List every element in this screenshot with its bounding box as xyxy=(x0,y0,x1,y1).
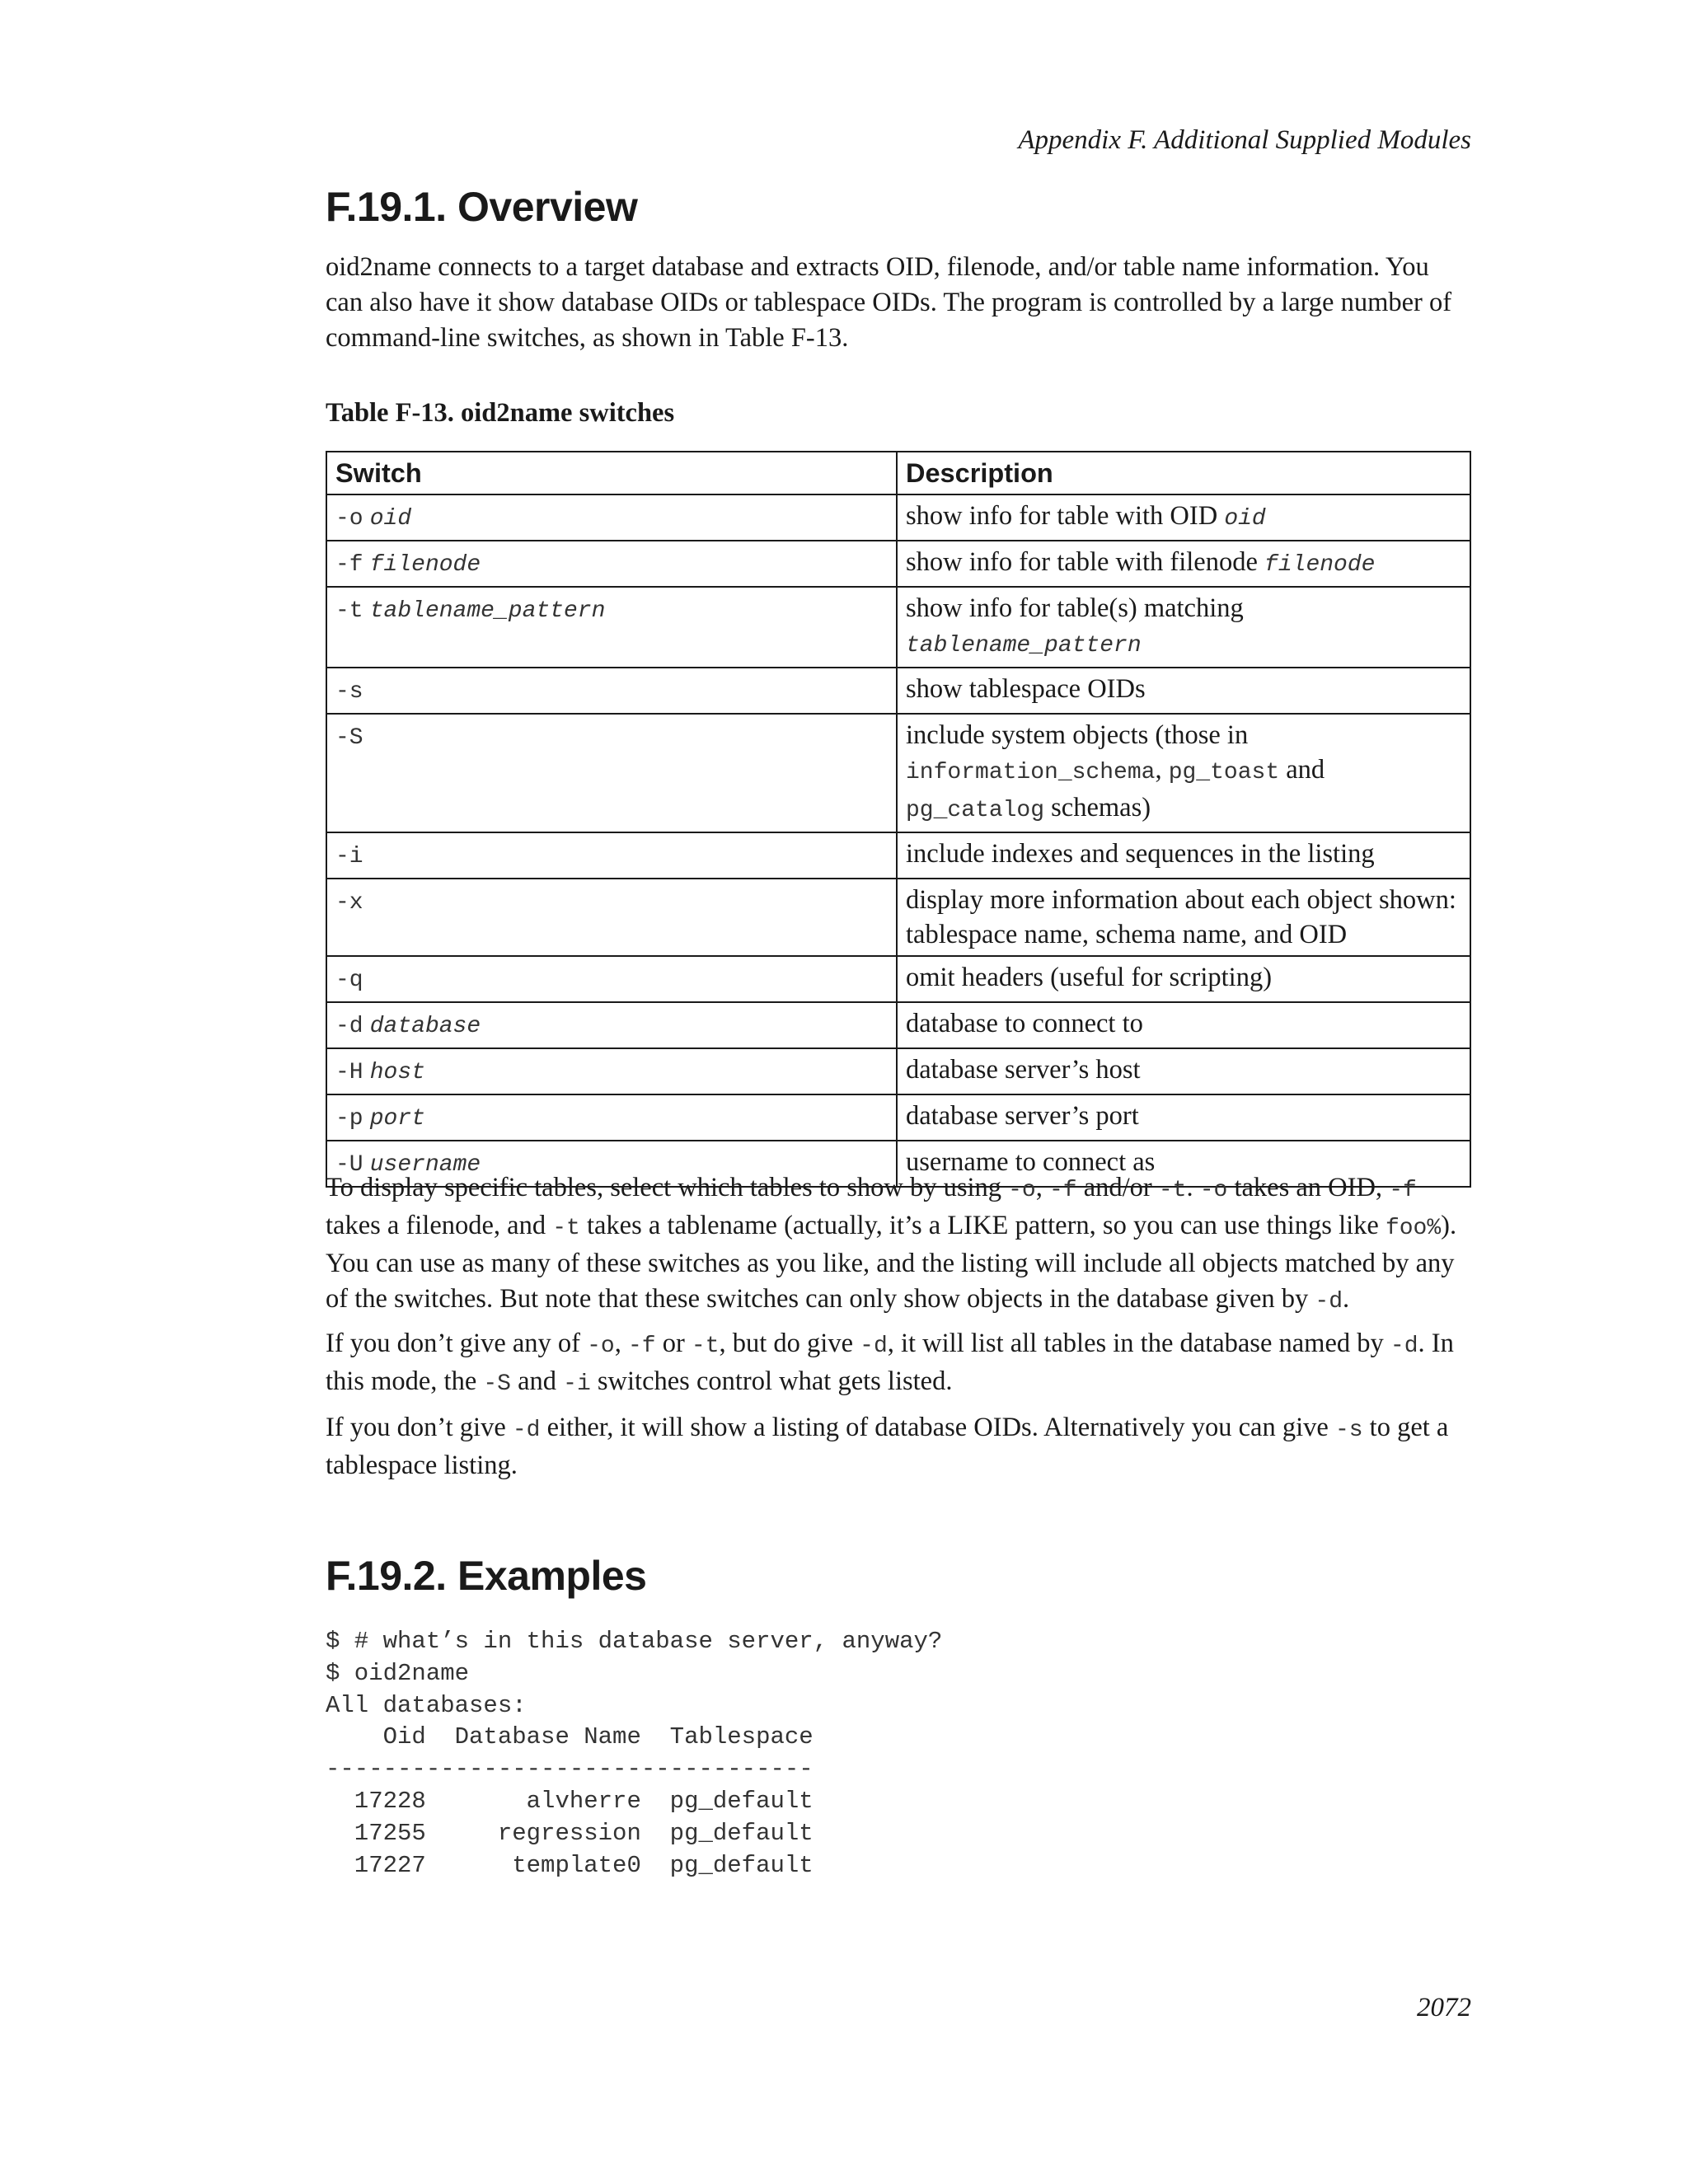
switch-flag: -p xyxy=(335,1106,363,1132)
switch-arg: host xyxy=(369,1060,425,1085)
switch-flag: -o xyxy=(335,506,363,532)
switch-flag: -x xyxy=(335,890,363,916)
overview-paragraph: oid2name connects to a target database and extracts OID, filenode, and/or table name information. You can also have it show database OIDs or tablespace OIDs. The program is controlled by a large number of command-line switches, as shown in Table F-13. xyxy=(326,252,1452,353)
switch-arg: username xyxy=(369,1152,481,1178)
header-description: Description xyxy=(897,452,1470,494)
switch-description: display more information about each object shown: tablespace name, schema name, and OID xyxy=(906,885,1456,949)
table-row xyxy=(326,879,1470,956)
schema-name: information_schema xyxy=(906,760,1156,785)
table-row xyxy=(326,494,1470,541)
switch-flag: -s xyxy=(335,679,363,705)
table-row xyxy=(326,956,1470,1002)
switch-flag: -f xyxy=(335,552,363,578)
description-arg: filenode xyxy=(1264,552,1376,578)
description-arg: oid xyxy=(1224,506,1266,532)
switch-description: username to connect as xyxy=(906,1147,1156,1177)
switch-flag: -d xyxy=(335,1014,363,1039)
schema-name: pg_catalog xyxy=(906,798,1045,823)
description-text: schemas) xyxy=(1044,793,1151,823)
section-heading-examples: F.19.2. Examples xyxy=(326,1553,647,1599)
table-header-row xyxy=(326,452,1470,494)
schema-name: pg_toast xyxy=(1168,760,1280,785)
running-head: Appendix F. Additional Supplied Modules xyxy=(1018,125,1471,155)
table-row xyxy=(326,541,1470,587)
switch-arg: port xyxy=(369,1106,425,1132)
switch-flag: -q xyxy=(335,968,363,993)
switch-arg: database xyxy=(369,1014,481,1039)
table-row xyxy=(326,1094,1470,1141)
table-row xyxy=(326,714,1470,832)
switch-arg: tablename_pattern xyxy=(369,598,606,624)
switch-flag: -t xyxy=(335,598,363,624)
switch-description: include system objects (those in xyxy=(906,720,1249,750)
description-text: , xyxy=(1155,755,1169,785)
table-row xyxy=(326,832,1470,879)
switch-description: show tablespace OIDs xyxy=(906,674,1146,704)
switch-description: omit headers (useful for scripting) xyxy=(906,963,1273,992)
header-switch: Switch xyxy=(326,452,897,494)
usage-paragraph-listing: If you don’t give -d either, it will show a listing of database OIDs. Alternatively you can give -s to get a tablespace listing. xyxy=(326,1413,1449,1480)
table-row xyxy=(326,668,1470,714)
switch-description: database server’s host xyxy=(906,1055,1141,1085)
table-title: Table F-13. oid2name switches xyxy=(326,398,675,428)
usage-paragraph-database: If you don’t give any of -o, -f or -t, but do give -d, it will list all tables in the database named by -d. In this mode, the -S and -i switches control what gets listed. xyxy=(326,1329,1454,1397)
switch-description: show info for table(s) matching xyxy=(906,593,1244,623)
switch-flag: -U xyxy=(335,1152,363,1178)
switch-description: show info for table with OID xyxy=(906,501,1225,531)
switch-description: database server’s port xyxy=(906,1101,1139,1131)
switch-description: show info for table with filenode xyxy=(906,547,1265,577)
switch-arg: oid xyxy=(369,506,412,532)
switch-flag: -i xyxy=(335,844,363,869)
table-row xyxy=(326,1002,1470,1048)
example-code-block: $ # what’s in this database server, anyway? $ oid2name All databases: Oid Database Name Tablespace ---------------------------------- 17228 alvherre pg_default 17255 regression pg_default 17227 template0 pg_default xyxy=(326,1628,943,1879)
section-heading-overview: F.19.1. Overview xyxy=(326,184,638,230)
switch-arg: filenode xyxy=(369,552,481,578)
switches-table xyxy=(326,451,1471,1188)
description-text: and xyxy=(1279,755,1325,785)
switch-flag: -S xyxy=(335,725,363,751)
switch-flag: -H xyxy=(335,1060,363,1085)
page-number: 2072 xyxy=(1417,1993,1471,2022)
switch-description: include indexes and sequences in the listing xyxy=(906,839,1375,869)
switch-description: database to connect to xyxy=(906,1009,1143,1038)
table-row xyxy=(326,587,1470,668)
table-row xyxy=(326,1048,1470,1094)
description-arg: tablename_pattern xyxy=(906,633,1142,658)
usage-paragraph-tables: To display specific tables, select which tables to show by using -o, -f and/or -t. -o takes an OID, -f takes a filenode, and -t takes a tablename (actually, it’s a LIKE pattern, so you can use things like foo%). You can use as many of these switches as you like, and the listing will include all objects matched by any of the switches. But note that these switches can only show objects in the database given by -d. xyxy=(326,1173,1457,1315)
